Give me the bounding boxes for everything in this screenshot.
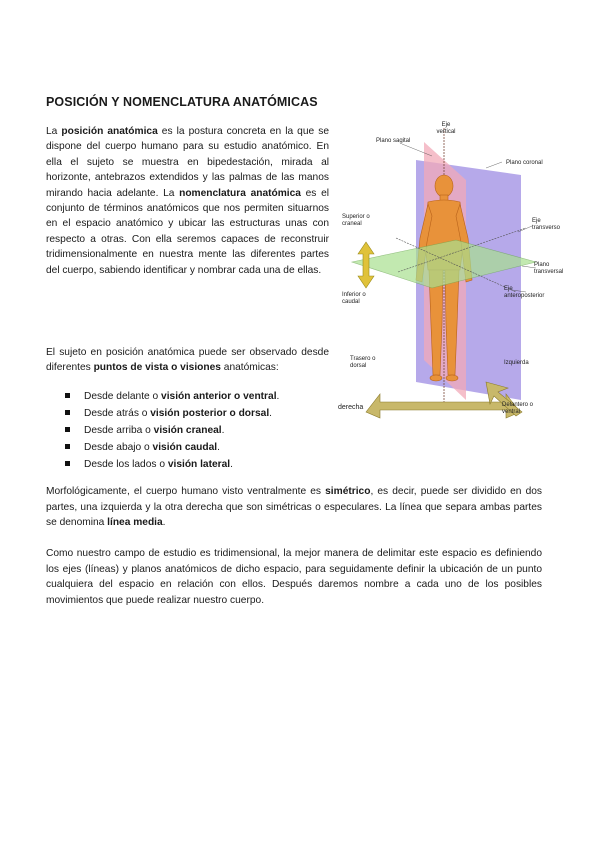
label-superior-craneal: Superior o craneal [342,214,370,227]
label-plano-transversal: Plano transversal [534,262,564,275]
term-puntos-de-vista: puntos de vista o visiones [93,362,221,374]
label-plano-coronal: Plano coronal [506,160,543,166]
list-item-text: Desde atrás o [84,408,151,419]
bullet-icon [65,410,70,415]
list-item [46,388,279,405]
list-item-term: visión caudal [152,442,218,453]
list-item-punct: . [276,391,280,402]
bullet-icon [65,393,70,398]
space-paragraph: Como nuestro campo de estudio es tridimensional, la mejor manera de delimitar este espacio es definiendo los ejes (líneas) y planos anatómicos de dicho espacio, para seguidamente definir la ubicación de un punto cualquiera del espacio en relación con ellos. Después daremos nombre a cada uno de los posibles movimientos que puede realizar nuestro cuerpo. [46,548,542,606]
views-list [46,388,279,473]
label-eje-anteroposterior: Eje anteroposterior [504,286,545,299]
list-item-text: Desde abajo o [84,442,153,453]
label-derecha: derecha [338,404,364,411]
views-intro-text-2: anatómicas: [220,362,279,374]
list-item-text: Desde arriba o [84,425,154,436]
term-posicion-anatomica: posición anatómica [61,126,158,137]
views-intro-text-1: El sujeto en posición anatómica puede ser observado desde diferentes [46,347,329,374]
intro-paragraph [46,124,329,278]
list-item-term: visión lateral [167,459,231,470]
anatomical-planes-figure [336,120,564,420]
list-item-term: visión craneal [153,425,222,436]
intro-text-1: La [46,126,62,137]
bullet-icon [65,444,70,449]
list-item [46,439,279,456]
label-plano-sagital: Plano sagital [376,138,411,144]
views-intro-paragraph [46,345,329,376]
list-item-punct: . [269,408,272,419]
label-inferior-caudal: Inferior o caudal [342,292,366,305]
symmetry-text-2: , es decir, puede ser dividido en dos partes, una izquierda y la otra derecha que son simétricas o especulares. La línea que separa ambas partes se denomina [46,486,542,529]
label-eje-vertical: Eje vertical [436,122,456,135]
label-delantero-ventral: Delantero o ventral [502,402,534,415]
bullet-icon [65,461,70,466]
term-nomenclatura-anatomica: nomenclatura anatómica [179,187,301,199]
list-item [46,422,279,439]
list-item-punct: . [217,442,220,453]
page-title: POSICIÓN Y NOMENCLATURA ANATÓMICAS [46,95,318,109]
label-eje-transverso: Eje transverso [532,218,561,231]
list-item [46,456,279,473]
list-item-term: visión anterior o ventral [161,391,277,402]
intro-text-2: es la postura concreta en la que se dispone del cuerpo humano para su estudio anatómico. En ella el sujeto se muestra en bipedestación, mirada al horizonte, antebrazos extendidos y las palmas de las manos mirando hacia adelante. La [46,126,330,199]
intro-text-3: es el conjunto de términos anatómicos que nos permiten situarnos en el espacio anatómico y ubicar las estructuras unas con respecto a otras. Con ella seremos capaces de reconstruir tridimensionalmente en nuestra mente las diferentes partes del cuerpo, sabiendo identificar y nombrar cada una de ellas. [46,187,329,276]
list-item-punct: . [230,459,233,470]
list-item-text: Desde delante o [84,391,162,402]
bullet-icon [65,427,70,432]
list-item-punct: . [221,425,225,436]
list-item-text: Desde los lados o [84,459,168,470]
term-simetrico: simétrico [325,486,371,497]
label-trasero-dorsal: Trasero o dorsal [350,356,376,369]
symmetry-text-3: . [162,517,166,529]
label-izquierda: Izquierda [504,360,529,366]
symmetry-text-1: Morfológicamente, el cuerpo humano visto ventralmente es [46,486,326,497]
list-item [46,405,279,422]
symmetry-paragraph [46,484,542,531]
term-linea-media: línea media [107,517,163,529]
list-item-term: visión posterior o dorsal [150,408,270,419]
